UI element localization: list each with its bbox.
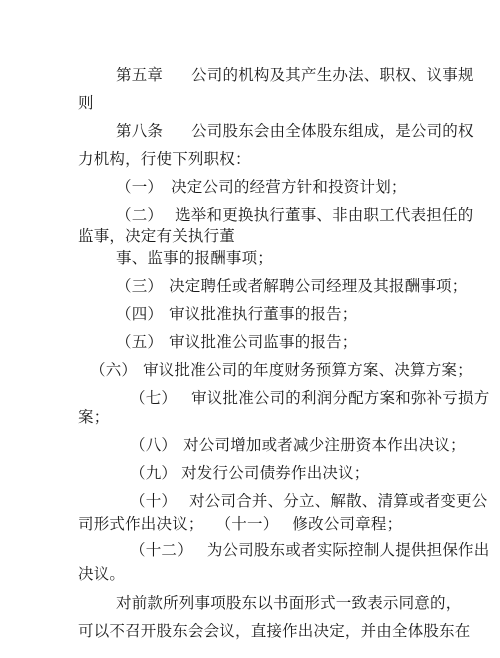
list-item (116, 276, 467, 296)
item-text: 审议批准公司的年度财务预算方案、决算方案； (143, 361, 473, 379)
item-number: （十二） (130, 541, 193, 559)
article-line1 (116, 121, 474, 141)
article-text: 公司股东会由全体股东组成，是公司的权 (191, 122, 474, 140)
list-item (130, 540, 489, 560)
item-number: （七） (130, 389, 178, 407)
item-text: 为公司股东或者实际控制人提供担保作出 (206, 541, 490, 559)
list-item (130, 435, 466, 455)
item-continuation: 案； (78, 408, 110, 426)
chapter-title: 公司的机构及其产生办法、职权、议事规 (191, 66, 474, 84)
list-item (130, 388, 489, 408)
item-number: （四） (116, 305, 164, 323)
item-number: （六） (90, 361, 138, 379)
item-number: （一） (116, 178, 164, 196)
item-continuation: 监事，决定有关执行董 (78, 227, 236, 245)
item-text: 决定公司的经营方针和投资计划； (171, 178, 407, 196)
list-item (116, 177, 407, 197)
item-text: 审议批准公司监事的报告； (169, 333, 358, 351)
item-text: 对公司合并、分立、解散、清算或者变更公 (189, 492, 488, 510)
item-number: （八） (130, 436, 178, 454)
list-item (116, 332, 358, 352)
item-text: 审议批准公司的利润分配方案和弥补亏损方 (191, 389, 490, 407)
item-number: （十） (130, 492, 178, 510)
item-continuation: 决议。 (78, 565, 126, 583)
item-text: 对公司增加或者减少注册资本作出决议； (183, 436, 466, 454)
list-item (116, 205, 473, 225)
item-text: 修改公司章程； (292, 515, 403, 533)
item-number: （十一） (215, 515, 279, 533)
article-line2: 力机构，行使下列职权： (78, 150, 251, 168)
list-item (130, 491, 487, 511)
chapter-heading-line1 (116, 65, 474, 85)
closing-line2: 可以不召开股东会会议，直接作出决定，并由全体股东在 (78, 622, 471, 640)
list-item (130, 463, 370, 483)
list-item (90, 360, 473, 380)
item-number: （五） (116, 333, 164, 351)
item-continuation (78, 514, 402, 534)
chapter-number: 第五章 (116, 66, 164, 84)
item-text: 选举和更换执行董事、非由职工代表担任的 (175, 206, 474, 224)
item-text: 对发行公司债券作出决议； (181, 464, 370, 482)
item-text: 决定聘任或者解聘公司经理及其报酬事项； (169, 277, 468, 295)
item-text: 审议批准执行董事的报告； (169, 305, 358, 323)
chapter-heading-line2: 则 (78, 94, 94, 112)
article-number: 第八条 (116, 122, 164, 140)
item-number: （二） (116, 206, 164, 224)
item-number: （九） (130, 464, 178, 482)
item-number: （三） (116, 277, 164, 295)
item-continuation: 事、监事的报酬事项； (116, 249, 274, 267)
list-item (116, 304, 358, 324)
closing-line1: 对前款所列事项股东以书面形式一致表示同意的， (116, 594, 462, 612)
item-text: 司形式作出决议； (78, 515, 204, 533)
